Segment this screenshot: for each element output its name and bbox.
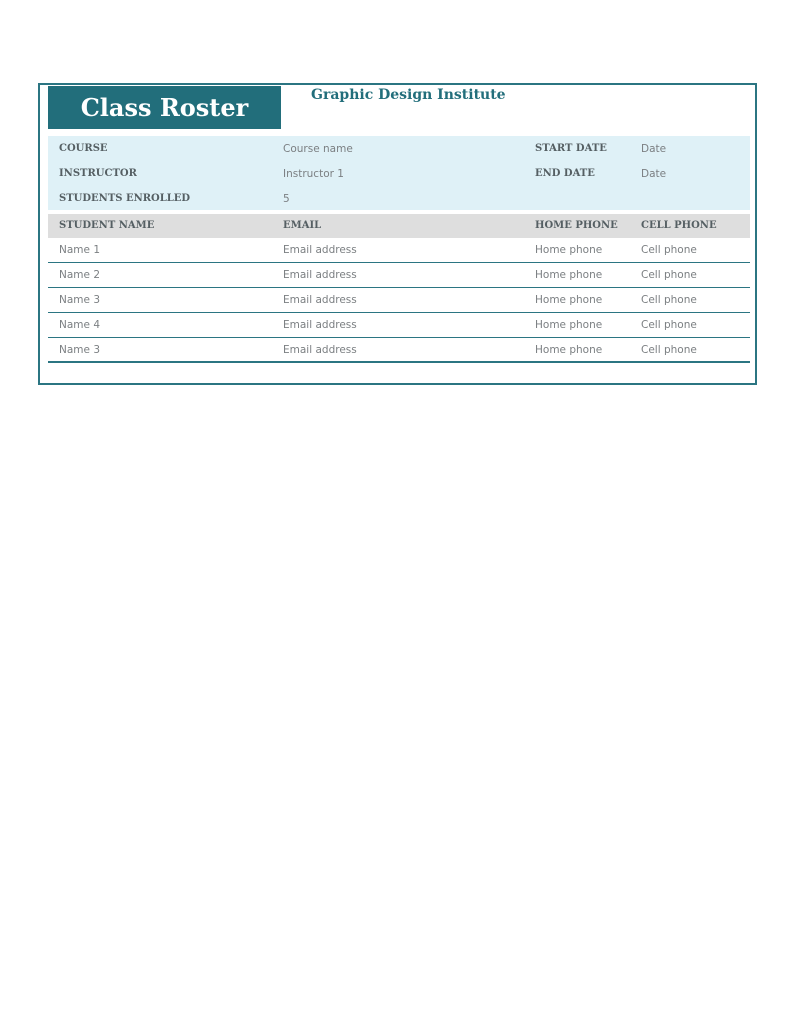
start-date-label: START DATE [535,143,607,154]
home-phone-cell[interactable]: Home phone [535,269,603,281]
table-row [48,288,750,313]
column-header-email: EMAIL [283,220,322,231]
table-header-row [48,214,750,238]
email-cell[interactable]: Email address [283,269,357,281]
course-info-panel [48,136,750,210]
home-phone-cell[interactable]: Home phone [535,344,603,356]
cell-phone-cell[interactable]: Cell phone [641,319,697,331]
start-date-value[interactable]: Date [641,143,667,155]
email-cell[interactable]: Email address [283,344,357,356]
home-phone-cell[interactable]: Home phone [535,244,603,256]
column-header-student-name: STUDENT NAME [59,220,155,231]
end-date-label: END DATE [535,168,595,179]
table-row [48,238,750,263]
cell-phone-cell[interactable]: Cell phone [641,269,697,281]
column-header-home-phone: HOME PHONE [535,220,618,231]
students-enrolled-value[interactable]: 5 [283,193,290,205]
home-phone-cell[interactable]: Home phone [535,294,603,306]
cell-phone-cell[interactable]: Cell phone [641,344,697,356]
email-cell[interactable]: Email address [283,294,357,306]
table-row [48,263,750,288]
cell-phone-cell[interactable]: Cell phone [641,294,697,306]
student-name-cell[interactable]: Name 3 [59,344,100,356]
students-enrolled-label: STUDENTS ENROLLED [59,193,191,204]
course-value[interactable]: Course name [283,143,353,155]
table-row [48,338,750,363]
student-name-cell[interactable]: Name 1 [59,244,100,256]
cell-phone-cell[interactable]: Cell phone [641,244,697,256]
instructor-label: INSTRUCTOR [59,168,137,179]
instructor-value[interactable]: Instructor 1 [283,168,344,180]
email-cell[interactable]: Email address [283,319,357,331]
student-name-cell[interactable]: Name 2 [59,269,100,281]
home-phone-cell[interactable]: Home phone [535,319,603,331]
student-name-cell[interactable]: Name 3 [59,294,100,306]
institute-name: Graphic Design Institute [311,87,506,103]
student-name-cell[interactable]: Name 4 [59,319,100,331]
email-cell[interactable]: Email address [283,244,357,256]
table-row [48,313,750,338]
end-date-value[interactable]: Date [641,168,667,180]
column-header-cell-phone: CELL PHONE [641,220,717,231]
course-label: COURSE [59,143,108,154]
page-title: Class Roster [48,86,281,129]
